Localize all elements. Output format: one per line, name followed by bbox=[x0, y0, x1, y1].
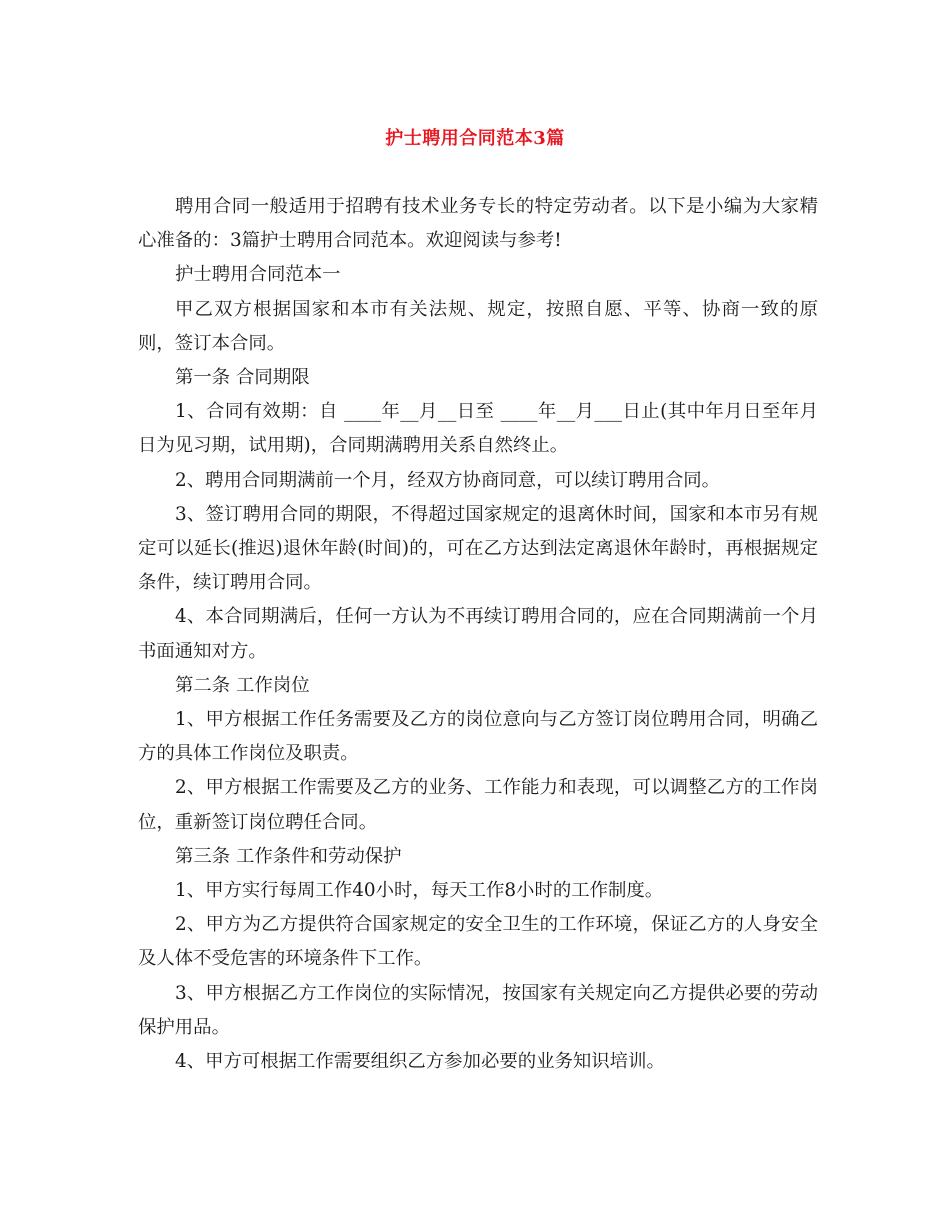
article-1-heading: 第一条 合同期限 bbox=[175, 367, 310, 389]
article-3-clause-3: 3、甲方根据乙方工作岗位的实际情况，按国家有关规定向乙方提供必要的劳动保护用品。 bbox=[138, 982, 818, 1038]
article-3-clause-4: 4、甲方可根据工作需要组织乙方参加必要的业务知识培训。 bbox=[175, 1051, 665, 1073]
document-body bbox=[138, 190, 818, 1079]
article-3-clause-2: 2、甲方为乙方提供符合国家规定的安全卫生的工作环境，保证乙方的人身安全及人体不受危害的环境条件下工作。 bbox=[138, 914, 818, 970]
article-1-clause-4: 4、本合同期满后，任何一方认为不再续订聘用合同的，应在合同期满前一个月书面通知对方。 bbox=[138, 606, 818, 662]
article-2-heading: 第二条 工作岗位 bbox=[175, 674, 310, 696]
article-1-clause-3: 3、签订聘用合同的期限，不得超过国家规定的退离休时间，国家和本市另有规定可以延长(推迟)退休年龄(时间)的，可在乙方达到法定离退休年龄时，再根据规定条件，续订聘用合同。 bbox=[138, 503, 818, 594]
article-3-heading: 第三条 工作条件和劳动保护 bbox=[175, 845, 402, 867]
article-1-clause-1: 1、合同有效期：自 ____年__月__日至 ____年__月___日止(其中年月日至年月日为见习期，试用期)，合同期满聘用关系自然终止。 bbox=[138, 401, 818, 457]
article-2-clause-1: 1、甲方根据工作任务需要及乙方的岗位意向与乙方签订岗位聘用合同，明确乙方的具体工作岗位及职责。 bbox=[138, 709, 818, 765]
article-3-clause-1: 1、甲方实行每周工作40小时，每天工作8小时的工作制度。 bbox=[175, 880, 664, 902]
preamble-paragraph: 甲乙双方根据国家和本市有关法规、规定，按照自愿、平等、协商一致的原则，签订本合同。 bbox=[138, 298, 818, 354]
document-title: 护士聘用合同范本3篇 bbox=[385, 128, 565, 149]
article-2-clause-2: 2、甲方根据工作需要及乙方的业务、工作能力和表现，可以调整乙方的工作岗位，重新签订岗位聘任合同。 bbox=[138, 777, 818, 833]
section-heading-contract-one: 护士聘用合同范本一 bbox=[175, 264, 341, 286]
article-1-clause-2: 2、聘用合同期满前一个月，经双方协商同意，可以续订聘用合同。 bbox=[175, 469, 721, 491]
intro-paragraph: 聘用合同一般适用于招聘有技术业务专长的特定劳动者。以下是小编为大家精心准备的：3篇护士聘用合同范本。欢迎阅读与参考! bbox=[138, 196, 818, 252]
